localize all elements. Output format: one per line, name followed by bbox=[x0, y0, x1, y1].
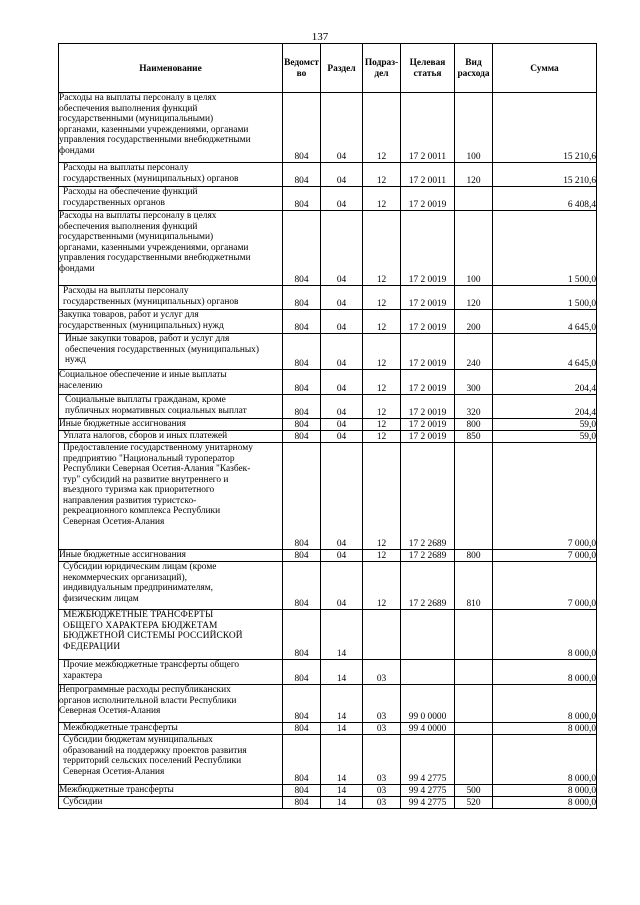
cell-name bbox=[59, 610, 283, 660]
cell-name-line: Расходы на выплаты персоналу в целях bbox=[59, 211, 217, 221]
cell-section: 14 bbox=[321, 685, 363, 723]
header-subsection bbox=[363, 44, 401, 93]
cell-section: 14 bbox=[321, 735, 363, 785]
cell-target: 99 4 2775 bbox=[401, 735, 455, 785]
cell-type bbox=[455, 685, 493, 723]
cell-name-line: Межбюджетные трансферты bbox=[59, 785, 174, 795]
cell-name-line: Иные бюджетные ассигнования bbox=[59, 419, 186, 429]
cell-target: 99 0 0000 bbox=[401, 685, 455, 723]
cell-name-line: Межбюджетные трансферты bbox=[63, 723, 178, 733]
table-row bbox=[59, 286, 597, 310]
cell-section: 04 bbox=[321, 286, 363, 310]
cell-target bbox=[401, 660, 455, 685]
cell-name-line: Северная Осетия-Алания bbox=[59, 706, 161, 716]
table-row bbox=[59, 211, 597, 286]
cell-name-line: БЮДЖЕТНОЙ СИСТЕМЫ РОССИЙСКОЙ bbox=[63, 631, 243, 641]
header-ministry bbox=[283, 44, 321, 93]
cell-subsection: 12 bbox=[363, 562, 401, 610]
cell-ministry: 804 bbox=[283, 735, 321, 785]
header-section-text: Раздел bbox=[327, 63, 356, 74]
page-number: 137 bbox=[311, 31, 329, 43]
header-subsection-text: Подраз- дел bbox=[364, 58, 399, 79]
cell-name bbox=[59, 163, 283, 187]
cell-name-line: Непрограммные расходы республиканских bbox=[59, 685, 231, 695]
cell-target: 17 2 2689 bbox=[401, 550, 455, 562]
cell-ministry: 804 bbox=[283, 797, 321, 809]
cell-name bbox=[59, 550, 283, 562]
cell-sum: 8 000,0 bbox=[493, 797, 597, 809]
cell-name bbox=[59, 443, 283, 550]
cell-subsection: 12 bbox=[363, 395, 401, 419]
table-row bbox=[59, 187, 597, 211]
cell-ministry: 804 bbox=[283, 550, 321, 562]
cell-name-line: Расходы на обеспечение функций bbox=[63, 187, 198, 197]
table-row bbox=[59, 660, 597, 685]
header-target bbox=[401, 44, 455, 93]
cell-type bbox=[455, 660, 493, 685]
cell-ministry: 804 bbox=[283, 660, 321, 685]
table-row bbox=[59, 370, 597, 395]
cell-name-line: Расходы на выплаты персоналу bbox=[63, 163, 189, 173]
cell-name bbox=[59, 395, 283, 419]
cell-ministry: 804 bbox=[283, 187, 321, 211]
table-row bbox=[59, 797, 597, 809]
cell-name-line: обеспечения выполнения функций bbox=[59, 221, 198, 232]
budget-table bbox=[58, 43, 597, 809]
table-row bbox=[59, 610, 597, 660]
cell-type: 120 bbox=[455, 286, 493, 310]
cell-target: 17 2 0019 bbox=[401, 310, 455, 334]
cell-sum: 8 000,0 bbox=[493, 685, 597, 723]
header-name-text: Наименование bbox=[139, 63, 202, 74]
cell-sum: 6 408,4 bbox=[493, 187, 597, 211]
cell-name bbox=[59, 187, 283, 211]
cell-name-line: государственных (муниципальных) нужд bbox=[59, 320, 224, 331]
cell-ministry: 804 bbox=[283, 562, 321, 610]
cell-subsection: 12 bbox=[363, 370, 401, 395]
cell-name-line: Северная Осетия-Алания bbox=[63, 516, 165, 527]
cell-name-line: государственными (муниципальными) bbox=[59, 232, 214, 242]
cell-ministry: 804 bbox=[283, 431, 321, 443]
cell-section: 04 bbox=[321, 187, 363, 211]
cell-name-line: органов исполнительной власти Республики bbox=[59, 695, 237, 706]
cell-ministry: 804 bbox=[283, 211, 321, 286]
cell-section: 14 bbox=[321, 610, 363, 660]
cell-sum: 7 000,0 bbox=[493, 562, 597, 610]
cell-section: 04 bbox=[321, 310, 363, 334]
cell-type bbox=[455, 610, 493, 660]
cell-name-line: государственными (муниципальными) bbox=[59, 114, 214, 124]
cell-name-line: публичных нормативных социальных выплат bbox=[65, 405, 247, 416]
cell-type: 800 bbox=[455, 550, 493, 562]
cell-subsection: 12 bbox=[363, 163, 401, 187]
table-row bbox=[59, 443, 597, 550]
cell-name bbox=[59, 431, 283, 443]
table-row bbox=[59, 785, 597, 797]
cell-type: 500 bbox=[455, 785, 493, 797]
cell-sum: 8 000,0 bbox=[493, 723, 597, 735]
cell-sum: 4 645,0 bbox=[493, 310, 597, 334]
cell-section: 04 bbox=[321, 431, 363, 443]
cell-target: 17 2 0011 bbox=[401, 93, 455, 163]
cell-name bbox=[59, 334, 283, 370]
cell-sum: 59,0 bbox=[493, 431, 597, 443]
cell-ministry: 804 bbox=[283, 785, 321, 797]
cell-type: 810 bbox=[455, 562, 493, 610]
cell-sum: 1 500,0 bbox=[493, 286, 597, 310]
cell-subsection bbox=[363, 610, 401, 660]
cell-name-line: образований на поддержку проектов развития bbox=[63, 745, 247, 756]
cell-name-line: Субсидии юридическим лицам (кроме bbox=[63, 562, 217, 572]
cell-ministry: 804 bbox=[283, 163, 321, 187]
cell-name-line: фондами bbox=[59, 145, 95, 156]
cell-sum: 7 000,0 bbox=[493, 550, 597, 562]
cell-ministry: 804 bbox=[283, 419, 321, 431]
cell-name-line: индивидуальным предпринимателям, bbox=[63, 583, 213, 593]
cell-name-line: предприятию "Национальный туроператор bbox=[63, 453, 235, 464]
cell-name-line: физическим лицам bbox=[63, 593, 139, 604]
cell-target: 17 2 2689 bbox=[401, 562, 455, 610]
cell-subsection: 12 bbox=[363, 550, 401, 562]
cell-name bbox=[59, 370, 283, 395]
cell-target: 17 2 0011 bbox=[401, 163, 455, 187]
cell-ministry: 804 bbox=[283, 370, 321, 395]
cell-name-line: Субсидии bbox=[63, 797, 103, 807]
cell-sum: 59,0 bbox=[493, 419, 597, 431]
header-section bbox=[321, 44, 363, 93]
cell-target: 17 2 0019 bbox=[401, 286, 455, 310]
cell-ministry: 804 bbox=[283, 610, 321, 660]
cell-name-line: Прочие межбюджетные трансферты общего bbox=[63, 660, 240, 670]
cell-type: 240 bbox=[455, 334, 493, 370]
cell-name-line: населению bbox=[59, 380, 103, 391]
cell-name bbox=[59, 419, 283, 431]
table-row bbox=[59, 395, 597, 419]
cell-name-line: Иные бюджетные ассигнования bbox=[59, 550, 186, 560]
cell-target: 99 4 2775 bbox=[401, 785, 455, 797]
cell-ministry: 804 bbox=[283, 310, 321, 334]
header-type bbox=[455, 44, 493, 93]
table-row bbox=[59, 419, 597, 431]
cell-name-line: Предоставление государственному унитарному bbox=[63, 443, 253, 453]
cell-name-line: Социальные выплаты гражданам, кроме bbox=[65, 395, 226, 405]
table-row bbox=[59, 334, 597, 370]
cell-name-line: ОБЩЕГО ХАРАКТЕРА БЮДЖЕТАМ bbox=[63, 620, 218, 631]
cell-section: 04 bbox=[321, 395, 363, 419]
cell-sum: 15 210,6 bbox=[493, 163, 597, 187]
cell-target: 17 2 0019 bbox=[401, 395, 455, 419]
table-row bbox=[59, 431, 597, 443]
cell-name bbox=[59, 562, 283, 610]
cell-type: 120 bbox=[455, 163, 493, 187]
cell-type bbox=[455, 187, 493, 211]
cell-name-line: фондами bbox=[59, 263, 95, 274]
cell-sum: 7 000,0 bbox=[493, 443, 597, 550]
cell-subsection: 03 bbox=[363, 785, 401, 797]
cell-sum: 1 500,0 bbox=[493, 211, 597, 286]
cell-name-line: Расходы на выплаты персоналу bbox=[63, 286, 189, 296]
cell-ministry: 804 bbox=[283, 286, 321, 310]
cell-subsection: 03 bbox=[363, 735, 401, 785]
cell-section: 14 bbox=[321, 723, 363, 735]
cell-type bbox=[455, 735, 493, 785]
cell-subsection: 12 bbox=[363, 419, 401, 431]
cell-name-line: МЕЖБЮДЖЕТНЫЕ ТРАНСФЕРТЫ bbox=[63, 610, 214, 620]
cell-sum: 8 000,0 bbox=[493, 660, 597, 685]
cell-ministry: 804 bbox=[283, 443, 321, 550]
cell-subsection: 03 bbox=[363, 685, 401, 723]
cell-section: 04 bbox=[321, 93, 363, 163]
cell-subsection: 03 bbox=[363, 660, 401, 685]
cell-name-line: государственных (муниципальных) органов bbox=[63, 296, 239, 307]
cell-name-line: органами, казенными учреждениями, органами bbox=[59, 124, 249, 135]
cell-name bbox=[59, 685, 283, 723]
cell-subsection: 12 bbox=[363, 93, 401, 163]
table-row bbox=[59, 550, 597, 562]
cell-name-line: тур" субсидий на развитие внутреннего и bbox=[63, 474, 229, 485]
cell-type: 520 bbox=[455, 797, 493, 809]
cell-section: 04 bbox=[321, 163, 363, 187]
cell-subsection: 12 bbox=[363, 211, 401, 286]
cell-subsection: 03 bbox=[363, 797, 401, 809]
cell-target: 17 2 0019 bbox=[401, 187, 455, 211]
cell-ministry: 804 bbox=[283, 723, 321, 735]
cell-subsection: 12 bbox=[363, 187, 401, 211]
table-row bbox=[59, 685, 597, 723]
cell-name bbox=[59, 310, 283, 334]
cell-section: 04 bbox=[321, 334, 363, 370]
cell-section: 04 bbox=[321, 562, 363, 610]
cell-target: 17 2 2689 bbox=[401, 443, 455, 550]
cell-name bbox=[59, 93, 283, 163]
cell-name-line: направления развития туристско- bbox=[63, 495, 197, 506]
cell-ministry: 804 bbox=[283, 334, 321, 370]
cell-name-line: государственных (муниципальных) органов bbox=[63, 173, 239, 184]
cell-target: 17 2 0019 bbox=[401, 370, 455, 395]
cell-ministry: 804 bbox=[283, 395, 321, 419]
header-type-text: Вид расхода bbox=[457, 58, 490, 79]
cell-subsection: 12 bbox=[363, 334, 401, 370]
header-sum-text: Сумма bbox=[530, 63, 559, 74]
cell-name-line: Уплата налогов, сборов и иных платежей bbox=[63, 431, 228, 441]
cell-name bbox=[59, 735, 283, 785]
cell-subsection: 12 bbox=[363, 431, 401, 443]
cell-target: 17 2 0019 bbox=[401, 334, 455, 370]
cell-subsection: 12 bbox=[363, 286, 401, 310]
table-row bbox=[59, 163, 597, 187]
cell-sum: 204,4 bbox=[493, 395, 597, 419]
cell-type: 200 bbox=[455, 310, 493, 334]
header-sum bbox=[493, 44, 597, 93]
cell-name-line: государственных органов bbox=[63, 197, 165, 208]
cell-name-line: рекреационного комплекса Республики bbox=[63, 506, 221, 516]
header-ministry-text: Ведомст во bbox=[284, 58, 319, 79]
cell-section: 04 bbox=[321, 370, 363, 395]
cell-name-line: Республики Северная Осетия-Алания "Казбек- bbox=[63, 464, 251, 474]
cell-name-line: Северная Осетия-Алания bbox=[63, 766, 165, 777]
cell-name-line: Субсидии бюджетам муниципальных bbox=[63, 735, 213, 745]
cell-name-line: характера bbox=[63, 670, 103, 681]
cell-name-line: въездного туризма как приоритетного bbox=[63, 485, 215, 495]
cell-name-line: обеспечения государственных (муниципальных) bbox=[65, 344, 259, 355]
cell-type bbox=[455, 723, 493, 735]
cell-name-line: ФЕДЕРАЦИИ bbox=[63, 641, 121, 652]
cell-name-line: органами, казенными учреждениями, органами bbox=[59, 242, 249, 253]
cell-type: 100 bbox=[455, 93, 493, 163]
cell-target: 17 2 0019 bbox=[401, 211, 455, 286]
cell-name-line: обеспечения выполнения функций bbox=[59, 103, 198, 114]
cell-sum: 4 645,0 bbox=[493, 334, 597, 370]
cell-section: 04 bbox=[321, 443, 363, 550]
cell-name bbox=[59, 211, 283, 286]
cell-name-line: Социальное обеспечение и иные выплаты bbox=[59, 370, 227, 380]
table-row bbox=[59, 310, 597, 334]
table-row bbox=[59, 562, 597, 610]
cell-name-line: территорий сельских поселений Республики bbox=[63, 756, 242, 766]
cell-target bbox=[401, 610, 455, 660]
cell-type: 800 bbox=[455, 419, 493, 431]
cell-section: 04 bbox=[321, 211, 363, 286]
cell-target: 99 4 2775 bbox=[401, 797, 455, 809]
table-row bbox=[59, 723, 597, 735]
cell-sum: 15 210,6 bbox=[493, 93, 597, 163]
cell-name bbox=[59, 785, 283, 797]
cell-target: 17 2 0019 bbox=[401, 431, 455, 443]
cell-type: 100 bbox=[455, 211, 493, 286]
cell-name-line: Расходы на выплаты персоналу в целях bbox=[59, 93, 217, 103]
cell-ministry: 804 bbox=[283, 685, 321, 723]
cell-name-line: нужд bbox=[65, 355, 86, 365]
cell-section: 04 bbox=[321, 550, 363, 562]
cell-name-line: управления государственными внебюджетными bbox=[59, 135, 251, 145]
cell-name-line: управления государственными внебюджетными bbox=[59, 253, 251, 263]
cell-subsection: 03 bbox=[363, 723, 401, 735]
cell-sum: 8 000,0 bbox=[493, 610, 597, 660]
cell-section: 14 bbox=[321, 797, 363, 809]
cell-section: 14 bbox=[321, 660, 363, 685]
cell-name bbox=[59, 660, 283, 685]
cell-name bbox=[59, 723, 283, 735]
cell-type bbox=[455, 443, 493, 550]
cell-name-line: Иные закупки товаров, работ и услуг для bbox=[65, 334, 230, 344]
table-row bbox=[59, 735, 597, 785]
cell-name-line: Закупка товаров, работ и услуг для bbox=[59, 310, 199, 320]
header-target-text: Целевая статья bbox=[409, 58, 446, 79]
cell-ministry: 804 bbox=[283, 93, 321, 163]
cell-sum: 8 000,0 bbox=[493, 785, 597, 797]
cell-target: 99 4 0000 bbox=[401, 723, 455, 735]
cell-sum: 204,4 bbox=[493, 370, 597, 395]
cell-target: 17 2 0019 bbox=[401, 419, 455, 431]
cell-name bbox=[59, 286, 283, 310]
table-row bbox=[59, 93, 597, 163]
header-name bbox=[59, 44, 283, 93]
cell-type: 320 bbox=[455, 395, 493, 419]
cell-section: 14 bbox=[321, 785, 363, 797]
cell-subsection: 12 bbox=[363, 310, 401, 334]
cell-type: 850 bbox=[455, 431, 493, 443]
cell-name-line: некоммерческих организаций), bbox=[63, 572, 187, 583]
cell-section: 04 bbox=[321, 419, 363, 431]
cell-type: 300 bbox=[455, 370, 493, 395]
table-header-row bbox=[59, 44, 597, 93]
cell-name bbox=[59, 797, 283, 809]
cell-sum: 8 000,0 bbox=[493, 735, 597, 785]
cell-subsection: 12 bbox=[363, 443, 401, 550]
